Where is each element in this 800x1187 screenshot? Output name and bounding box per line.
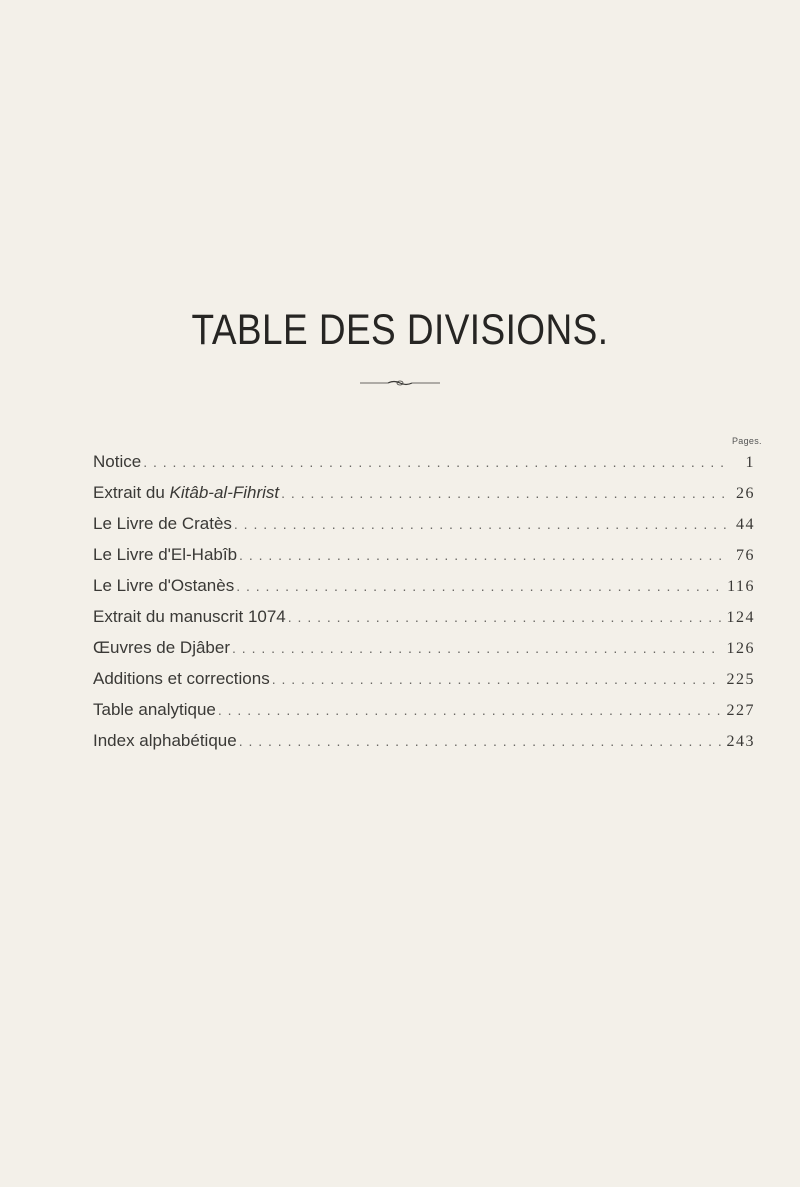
toc-entry-label: Œuvres de Djâber <box>93 638 231 657</box>
toc-entry-label: Extrait du manuscrit 1074 <box>93 607 286 626</box>
leader-dots <box>281 485 727 501</box>
toc-entry-label: Le Livre de Cratès <box>93 514 232 533</box>
leader-dots <box>218 702 721 718</box>
toc-entry-page: 1 <box>745 454 755 471</box>
toc-entry[interactable] <box>93 576 755 607</box>
toc-entry-label: Extrait du Kitâb-al-Fihrist <box>93 483 280 502</box>
leader-dots <box>288 609 721 625</box>
leader-dots <box>239 547 727 563</box>
leader-dots <box>272 671 721 687</box>
toc-entry-label: Notice <box>93 452 142 471</box>
toc-entry[interactable] <box>93 514 755 545</box>
toc-entry[interactable] <box>93 452 755 483</box>
toc-entry[interactable] <box>93 545 755 576</box>
toc-entry-page: 124 <box>726 609 755 626</box>
toc-entry-page: 26 <box>736 485 755 502</box>
leader-dots <box>236 578 721 594</box>
toc-entry-page: 243 <box>726 733 755 750</box>
leader-dots <box>239 733 721 749</box>
pages-column-header: Pages. <box>732 436 762 446</box>
toc-entry-page: 126 <box>726 640 755 657</box>
toc-entry[interactable] <box>93 669 755 700</box>
toc-entry-label: Le Livre d'El-Habîb <box>93 545 238 564</box>
page-title: TABLE DES DIVISIONS. <box>191 306 609 354</box>
ornament-divider <box>360 378 440 388</box>
toc-entry-page: 116 <box>727 578 755 595</box>
toc-entry[interactable] <box>93 638 755 669</box>
toc-entry-label: Index alphabétique <box>93 731 237 750</box>
toc-entry[interactable] <box>93 700 755 731</box>
toc-entry-page: 225 <box>726 671 755 688</box>
toc-entry-page: 44 <box>736 516 755 533</box>
toc-entry[interactable] <box>93 483 755 514</box>
toc-entry-label: Le Livre d'Ostanès <box>93 576 235 595</box>
leader-dots <box>232 640 720 656</box>
toc-entry-label: Table analytique <box>93 700 216 719</box>
toc-entry-label: Additions et corrections <box>93 669 270 688</box>
toc-entry-page: 76 <box>736 547 755 564</box>
table-of-contents <box>93 452 755 762</box>
toc-entry[interactable] <box>93 731 755 762</box>
leader-dots <box>143 454 727 470</box>
toc-entry-page: 227 <box>726 702 755 719</box>
leader-dots <box>234 516 727 532</box>
toc-entry[interactable] <box>93 607 755 638</box>
